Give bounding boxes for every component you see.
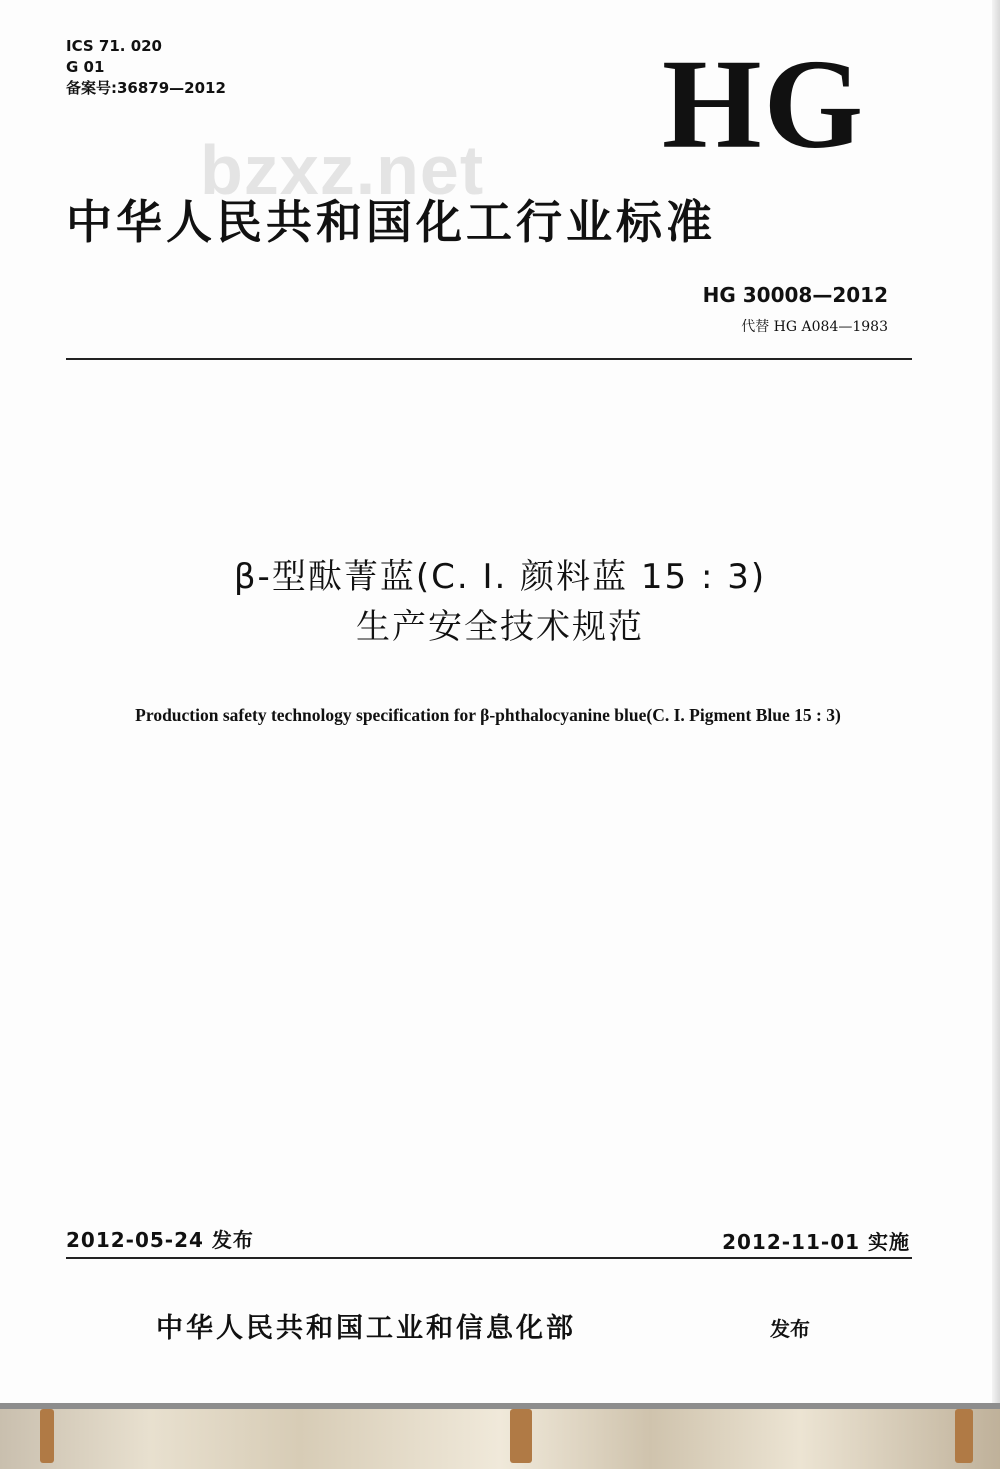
title-cn-line-1: β-型酞菁蓝(C. I. 颜料蓝 15 : 3) <box>233 557 767 597</box>
document-title-cn <box>0 552 1000 652</box>
bottom-divider <box>66 1257 912 1259</box>
record-number: 备案号:36879—2012 <box>66 79 226 97</box>
ics-code: ICS 71. 020 <box>66 37 162 55</box>
issuer-suffix: 发布 <box>770 1317 810 1341</box>
title-cn-line-2: 生产安全技术规范 <box>356 607 644 647</box>
tree-trunk <box>510 1409 532 1463</box>
document-title-en: Production safety technology specification for β-phthalocyanine blue(C. I. Pigment Blue 15 : 3) <box>135 705 841 725</box>
category-code: G 01 <box>66 58 105 76</box>
standard-code: HG 30008—2012 <box>702 283 888 307</box>
replaces-note: 代替 HG A084—1983 <box>741 319 888 335</box>
top-divider <box>66 358 912 360</box>
background-photo-strip <box>0 1403 1000 1469</box>
effective-date: 2012-11-01 实施 <box>722 1230 910 1254</box>
classification-block <box>66 36 226 99</box>
tree-trunk <box>40 1409 54 1463</box>
watermark: bzxz.net <box>200 131 485 209</box>
hg-logo: HG <box>662 33 866 175</box>
page-edge-shadow <box>992 0 1000 1403</box>
standard-title: 中华人民共和国化工行业标准 <box>66 195 716 249</box>
issuing-authority: 中华人民共和国工业和信息化部 <box>156 1313 576 1344</box>
tree-trunk <box>955 1409 973 1463</box>
publish-date: 2012-05-24 发布 <box>66 1228 254 1252</box>
